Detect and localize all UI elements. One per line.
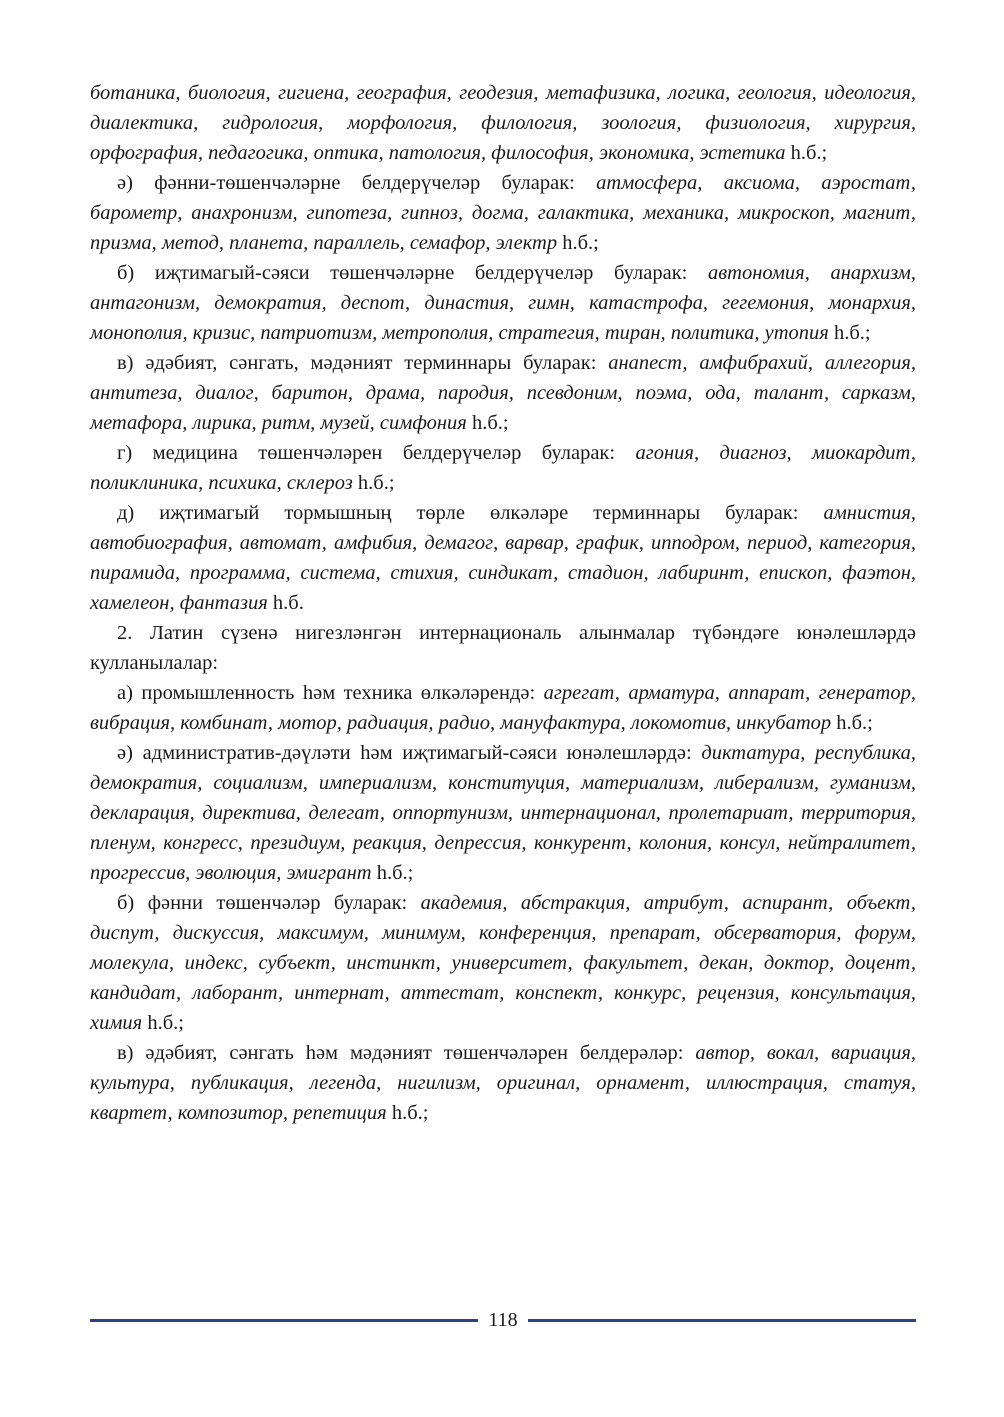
page-number: 118 bbox=[488, 1309, 518, 1331]
paragraph-tail: һ.б. bbox=[267, 592, 304, 614]
paragraph-7 bbox=[90, 618, 916, 678]
paragraph-lead: 2. Латин сүзенә нигезләнгән интернациональ алынмалар түбәндәге юнәлешләрдә кулланылалар: bbox=[90, 622, 916, 674]
paragraph-tail: һ.б.; bbox=[371, 862, 414, 884]
page-footer bbox=[90, 1305, 916, 1335]
term-list: агрегат, арматура, аппарат, генератор, вибрация, комбинат, мотор, радиация, радио, мануфактура, локомотив, инкубатор bbox=[90, 682, 916, 734]
paragraph-9 bbox=[90, 738, 916, 888]
term-list: автор, вокал, вариация, культура, публикация, легенда, нигилизм, оригинал, орнамент, иллюстрация, статуя, квартет, композитор, репетиция bbox=[90, 1042, 916, 1124]
paragraph-3 bbox=[90, 258, 916, 348]
footer-rule-right bbox=[528, 1319, 916, 1322]
paragraph-tail: һ.б.; bbox=[386, 1102, 429, 1124]
paragraph-lead: а) промышленность һәм техника өлкәләрендә: bbox=[117, 682, 544, 704]
paragraph-lead: ә) фәнни-төшенчәләрне белдерүчеләр буларак: bbox=[117, 172, 597, 194]
paragraph-10 bbox=[90, 888, 916, 1038]
paragraph-tail: һ.б.; bbox=[142, 1012, 184, 1034]
paragraph-4 bbox=[90, 348, 916, 438]
paragraph-lead: ә) административ-дәүләти һәм иҗтимагый-сәяси юнәлешләрдә: bbox=[117, 742, 702, 764]
paragraph-6 bbox=[90, 498, 916, 618]
footer-rule-left bbox=[90, 1319, 478, 1322]
term-list: академия, абстракция, атрибут, аспирант, объект, диспут, дискуссия, максимум, минимум, конференция, препарат, обсерватория, форум, молекула, индекс, субъект, инстинкт, университет, факультет, декан, доктор, доцент, кандидат, лаборант, интернат, аттестат, конспект, конкурс, рецензия, консультация, химия bbox=[90, 892, 916, 1034]
paragraph-lead: в) әдәбият, сәнгать, мәдәният терминнары буларак: bbox=[117, 352, 609, 374]
paragraph-lead: г) медицина төшенчәләрен белдерүчеләр буларак: bbox=[117, 442, 636, 464]
term-list: атмосфера, аксиома, аэростат, барометр, анахронизм, гипотеза, гипноз, догма, галактика, механика, микроскоп, магнит, призма, метод, планета, параллель, семафор, электр bbox=[90, 172, 916, 254]
paragraph-2 bbox=[90, 168, 916, 258]
paragraph-lead: б) иҗтимагый-сәяси төшенчәләрне белдерүчеләр буларак: bbox=[117, 262, 708, 284]
paragraph-lead: в) әдәбият, сәнгать һәм мәдәният төшенчәләрен белдерәләр: bbox=[117, 1042, 696, 1064]
paragraph-lead: б) фәнни төшенчәләр буларак: bbox=[117, 892, 421, 914]
term-list: ботаника, биология, гигиена, география, геодезия, метафизика, логика, геология, идеология, диалектика, гидрология, морфология, филология, зоология, физиология, хирургия, орфография, педагогика, оптика, патология, философия, экономика, эстетика bbox=[90, 82, 916, 164]
term-list: анапест, амфибрахий, аллегория, антитеза, диалог, баритон, драма, пародия, псевдоним, поэма, ода, талант, сарказм, метафора, лирика, ритм, музей, симфония bbox=[90, 352, 916, 434]
paragraph-11 bbox=[90, 1038, 916, 1128]
term-list: диктатура, республика, демократия, социализм, империализм, конституция, материализм, либерализм, гуманизм, декларация, директива, делегат, оппортунизм, интернационал, пролетариат, территория, пленум, конгресс, президиум, реакция, депрессия, конкурент, колония, консул, нейтралитет, прогрессив, эволюция, эмигрант bbox=[90, 742, 916, 884]
term-list: агония, диагноз, миокардит, поликлиника, психика, склероз bbox=[90, 442, 916, 494]
paragraph-tail: һ.б.; bbox=[828, 322, 871, 344]
paragraph-8 bbox=[90, 678, 916, 738]
paragraph-tail: һ.б.; bbox=[557, 232, 599, 254]
paragraph-lead: д) иҗтимагый тормышның төрле өлкәләре терминнары буларак: bbox=[117, 502, 824, 524]
paragraph-tail: һ.б.; bbox=[352, 472, 395, 494]
term-list: амнистия, автобиография, автомат, амфибия, демагог, варвар, график, ипподром, период, категория, пирамида, программа, система, стихия, синдикат, стадион, лабиринт, епископ, фаэтон, хамелеон, фантазия bbox=[90, 502, 916, 614]
paragraph-5 bbox=[90, 438, 916, 498]
paragraph-tail: һ.б.; bbox=[785, 142, 828, 164]
term-list: автономия, анархизм, антагонизм, демократия, деспот, династия, гимн, катастрофа, гегемония, монархия, монополия, кризис, патриотизм, метрополия, стратегия, тиран, политика, утопия bbox=[90, 262, 917, 344]
paragraph-tail: һ.б.; bbox=[466, 412, 509, 434]
paragraph-tail: һ.б.; bbox=[831, 712, 873, 734]
page-body bbox=[90, 78, 916, 1128]
paragraph-1 bbox=[90, 78, 916, 168]
